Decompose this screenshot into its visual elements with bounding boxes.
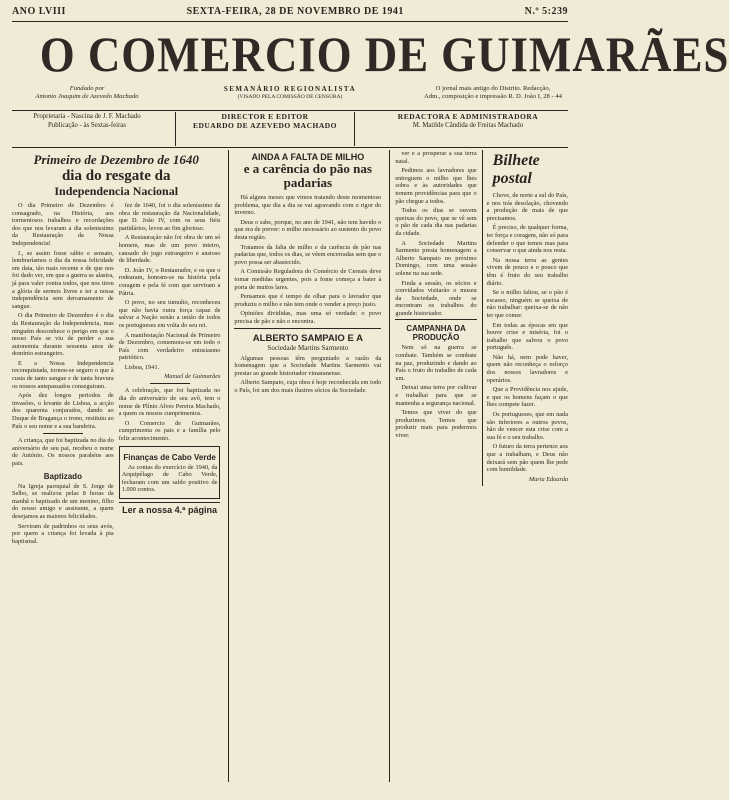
redaction-name: M. Matilde Cândida de Freitas Machado bbox=[412, 122, 524, 129]
column-middle bbox=[228, 150, 381, 782]
column-right bbox=[389, 150, 568, 782]
paragraph: Não há, nem pode haver, quem não reconheça o esforço dos nossos lavradores e operários. bbox=[486, 353, 568, 384]
paragraph: O futuro da terra pertence aos que a trabalham, e Deus não deixará sem pão quem lhe pede com humildade. bbox=[486, 443, 568, 474]
paragraph: Temos que viver do que produzimos. Temos que produzir mais para podermos viver. bbox=[395, 409, 477, 439]
staff-row bbox=[12, 112, 568, 146]
place-date: Lisboa, 1941. bbox=[124, 363, 160, 371]
paragraph: Serviram de padrinhos os seus avós, por quem a criança foi levada à pia baptismal. bbox=[12, 522, 114, 545]
paragraph: Opiniões divididas, mas uma só verdade: o povo precisa de pão e não o encontra. bbox=[234, 310, 382, 325]
divider bbox=[234, 328, 381, 329]
paragraph: A criança, que foi baptizada no dia do aniversário de seu pai, recebeu o nome de António. Os nossos parabéns aos pais. bbox=[12, 437, 114, 467]
continued-article bbox=[395, 150, 476, 486]
issue-number: N.º 5:239 bbox=[524, 6, 568, 17]
article-subheading: Independencia Nacional bbox=[54, 184, 179, 198]
divider bbox=[12, 110, 568, 111]
paragraph: Na Igreja paroquial de S. Jorge de Selho, se realizou pelas 8 horas da manhã o baptizado de um menino, filho do nosso amigo e assinante, a quem desejamos as maiores felicidades. bbox=[12, 482, 114, 520]
bilhete-postal bbox=[482, 150, 568, 486]
paragraph: É preciso, de qualquer forma, ter força e coragem, não só para defender o que temos mas para conservar o que ainda nos resta. bbox=[486, 224, 568, 255]
paragraph: O povo, no seu tumulto, reconheceu que não havia outra força capaz de salvar a Nação senão a união de todos os portugueses em volta do seu rei. bbox=[118, 299, 221, 329]
divider bbox=[12, 147, 568, 148]
article-heading: e a carência do pão nas padarias bbox=[243, 161, 372, 190]
article-heading: dia do resgate da bbox=[61, 168, 171, 184]
article-heading: ALBERTO SAMPAIO E A bbox=[252, 332, 363, 344]
article-col-a bbox=[12, 202, 114, 547]
paragraph: Se o milho faltou, se o pão é escasso, ninguém se queixa de não trabalhar: queixa-se de não ter que comer. bbox=[486, 289, 568, 319]
section-heading: Finanças de Cabo Verde bbox=[123, 452, 216, 462]
divider bbox=[395, 319, 476, 320]
director-label: DIRECTOR E EDITOR bbox=[221, 112, 309, 121]
masthead-subline bbox=[12, 85, 568, 109]
paragraph: I., se assim fosse sábio e sensato, lembraríamos o dia da nossa felicidade em data, tão mais recente e de que nos foi dado ver, em que a guerra se alastra, já para valer contra todos, que nos tirou a glória de sermos livres e ter a nossa independência sem derramamento de sangue. bbox=[12, 249, 114, 310]
paragraph: A Sociedade Martins Sarmento presta homenagem a Alberto Sampaio no próximo Domingo, com uma sessão solene na sua sede. bbox=[395, 239, 477, 277]
paragraph: Na nossa terra as gentes vivem de pouco e o pouco que têm é fruto do seu trabalho diário. bbox=[486, 256, 568, 287]
founded-label: Fundado por bbox=[69, 85, 105, 92]
weekly-label: SEMANÁRIO REGIONALISTA bbox=[223, 85, 357, 93]
paragraph: Há alguns meses que vimos tratando deste momentoso problema, que dia a dia se vai agravando com o rigor do inverno. bbox=[234, 194, 382, 217]
paragraph: Chove, de norte a sul do País, e nos trás desolação, chovendo a produção de mais de que precisamos. bbox=[486, 192, 568, 222]
paragraph: D. João IV, o Restaurador, e os que o rodearam, honram-se na história pela coragem e pela fé com que serviram a Pátria. bbox=[118, 266, 221, 297]
divider bbox=[150, 383, 190, 384]
paragraph: O dia Primeiro de Dezembro é consagrado, na História, aos tormentosos trabalhos e recordações dos que nos levaram a dia solenissimo da Restauração da Nossa Independencia! bbox=[12, 202, 114, 247]
right-split bbox=[395, 150, 568, 486]
paragraph: Pensamos que é tempo de olhar para o lavrador que produziu o milho e não tem onde o vender a preço justo. bbox=[234, 293, 382, 308]
article-body bbox=[12, 202, 220, 547]
founder-block bbox=[12, 85, 162, 109]
redaction-block bbox=[368, 112, 568, 146]
weekly-block bbox=[224, 85, 356, 109]
paragraph: Nem só na guerra se combate. Também se combate na paz, produzindo e dando ao País o fruto do trabalho de cada um. bbox=[395, 344, 477, 382]
paragraph: Que a Providência nos ajude, e que os homens façam o que lhes compete fazer. bbox=[486, 386, 568, 409]
issue-date: SEXTA-FEIRA, 28 DE NOVEMBRO DE 1941 bbox=[186, 6, 404, 17]
paragraph: Deixai uma terra por cultivar e trabalhai para que se mantenha a segurança nacional. bbox=[395, 384, 477, 407]
section-heading: CAMPANHA DA PRODUÇÃO bbox=[406, 324, 466, 343]
paragraph: Algumas pessoas têm perguntado a razão da homenagem que a Sociedade Martins Sarmento vai prestar ao grande historiador vimaranense. bbox=[234, 354, 382, 377]
director-name: EDUARDO DE AZEVEDO MACHADO bbox=[192, 121, 338, 130]
address-block bbox=[418, 85, 568, 109]
paragraph: ver e a prosperar a sua terra natal. bbox=[395, 150, 477, 165]
censorship-note: (VISADO PELA COMISSÃO DE CENSURA) bbox=[237, 94, 343, 100]
owner-text: Proprietaria - Nascina de J. F. Machado bbox=[33, 113, 141, 120]
paragraph: A manifestação Nacional de Primeiro de Dezembro, comemora-se em todo o País com verdadeiro entusiasmo patriótico. bbox=[118, 331, 221, 362]
paragraph: As contas do exercício de 1940, da Arquipélago de Cabo Verde, fecharam com um saldo positivo de 1.000 contos. bbox=[121, 463, 218, 494]
paragraph: Em todas as épocas em que houve crise e miséria, foi o trabalho que salvou o povo português. bbox=[486, 321, 568, 352]
paragraph: Deus o sabe, porque, no ano de 1941, não tem havido o que era de prever: o milho necessário ao sustento do povo desta região. bbox=[234, 218, 382, 241]
paragraph: Finda a sessão, os sócios e convidados visitarão o museu da Sociedade, onde se encontram os trabalhos do grande historiador. bbox=[395, 279, 477, 317]
paragraph: O Comercio de Guimarães, cumprimenta os pais e a família pelo feliz acontecimento. bbox=[118, 419, 221, 443]
article-subheading: Sociedade Martins Sarmento bbox=[267, 343, 349, 352]
founder-name: Antonio Joaquim de Azevedo Machado bbox=[35, 93, 139, 100]
admin-address: Adm., composição e impressão R. D. João I, 28 - 44 bbox=[424, 93, 562, 100]
publication-text: Publicação - às Sextas-feiras bbox=[48, 122, 126, 129]
paragraph: E a Nossa Independencia reconquistada, tornou-se seguro o que à custa de tanto sangue e de tanta bravura os nossos antepassados conseguiram. bbox=[12, 359, 114, 390]
paragraph: O dia Primeiro de Dezembro é o dia da Restauração da Independencia, mas ninguém desconhece o perigo em que o nosso País se viu de perder a sua autonomia durante sessenta anos de domínio estrangeiro. bbox=[12, 312, 114, 358]
column-left bbox=[12, 150, 220, 782]
signature: Maria Eduarda bbox=[528, 475, 568, 483]
divider bbox=[43, 433, 83, 434]
paragraph: Após dez longos periodos de invasões, o levante de Lisboa, a acção dos quarenta conjurados, dando ao Duque de Bragança o trono, restituiu ao País o seu nome e a sua bandeira. bbox=[12, 392, 114, 430]
article-heading: Bilhete postal bbox=[492, 152, 540, 187]
paragraph: Pedimos aos lavradores que entreguem o milho que lhes sobra e às autoridades que tomem providências para que o pão chegue a todos. bbox=[395, 167, 477, 205]
paragraph: fez de 1640, foi o dia soleníssimo da obra de restauração da Nacionalidade, que D. João IV, com os seus fiéis partidários, levou ao fim glorioso. bbox=[118, 202, 221, 232]
owner-block bbox=[12, 112, 162, 146]
article-heading-italic: Primeiro de Dezembro de 1640 bbox=[33, 152, 199, 167]
paragraph: Todos os dias se ouvem queixas do povo, que se vê sem o pão de cada dia nas padarias da cidade. bbox=[395, 207, 477, 237]
read-page-four-link: Ler a nossa 4.ª página bbox=[119, 502, 221, 515]
paragraph: A celebração, que foi baptizada no dia do aniversário de seu avô, tem o nome de Plínio Alves Pereira Machado, a quem os nossos cumprimentos. bbox=[118, 387, 221, 418]
oldest-note: O jornal mais antigo do Distrito. Redacção, bbox=[435, 85, 551, 92]
paragraph: A Restauração não foi obra de um só homem, mas de um povo inteiro, cansado do jugo estrangeiro e ansioso de liberdade. bbox=[118, 234, 221, 265]
issue-year: ANO LVIII bbox=[12, 6, 66, 17]
paragraph: Os portugueses, que em nada são inferiores a outros povos, hão de vencer esta crise com a sua fé e o seu trabalho. bbox=[486, 411, 568, 441]
divider bbox=[12, 21, 568, 22]
director-block bbox=[175, 112, 355, 146]
paragraph: A Comissão Reguladora do Comércio de Cereais deve tomar medidas urgentes, pois a fome começa a bater à porta de muitos lares. bbox=[234, 268, 382, 291]
article-columns bbox=[12, 150, 568, 782]
signature: Manuel de Guimarães bbox=[164, 373, 221, 381]
article-kicker: AINDA A FALTA DE MILHO bbox=[251, 152, 365, 162]
paragraph: Alberto Sampaio, cuja obra é hoje reconhecida em todo o País, foi um dos mais ilustres sócios da Sociedade. bbox=[234, 379, 382, 394]
redaction-label: REDACTORA E ADMINISTRADORA bbox=[397, 112, 539, 121]
finance-box bbox=[119, 446, 221, 499]
section-heading: Baptizado bbox=[43, 471, 82, 481]
paragraph: Tratamos da falta de milho e da carência de pão nas padarias que, todos os dias, se vêem encerradas sem que o povo possa ser abastecido. bbox=[234, 243, 382, 266]
article-col-b bbox=[119, 202, 221, 547]
issue-line bbox=[12, 6, 568, 20]
masthead-title: O COMERCIO DE GUIMARÃES bbox=[39, 26, 729, 82]
